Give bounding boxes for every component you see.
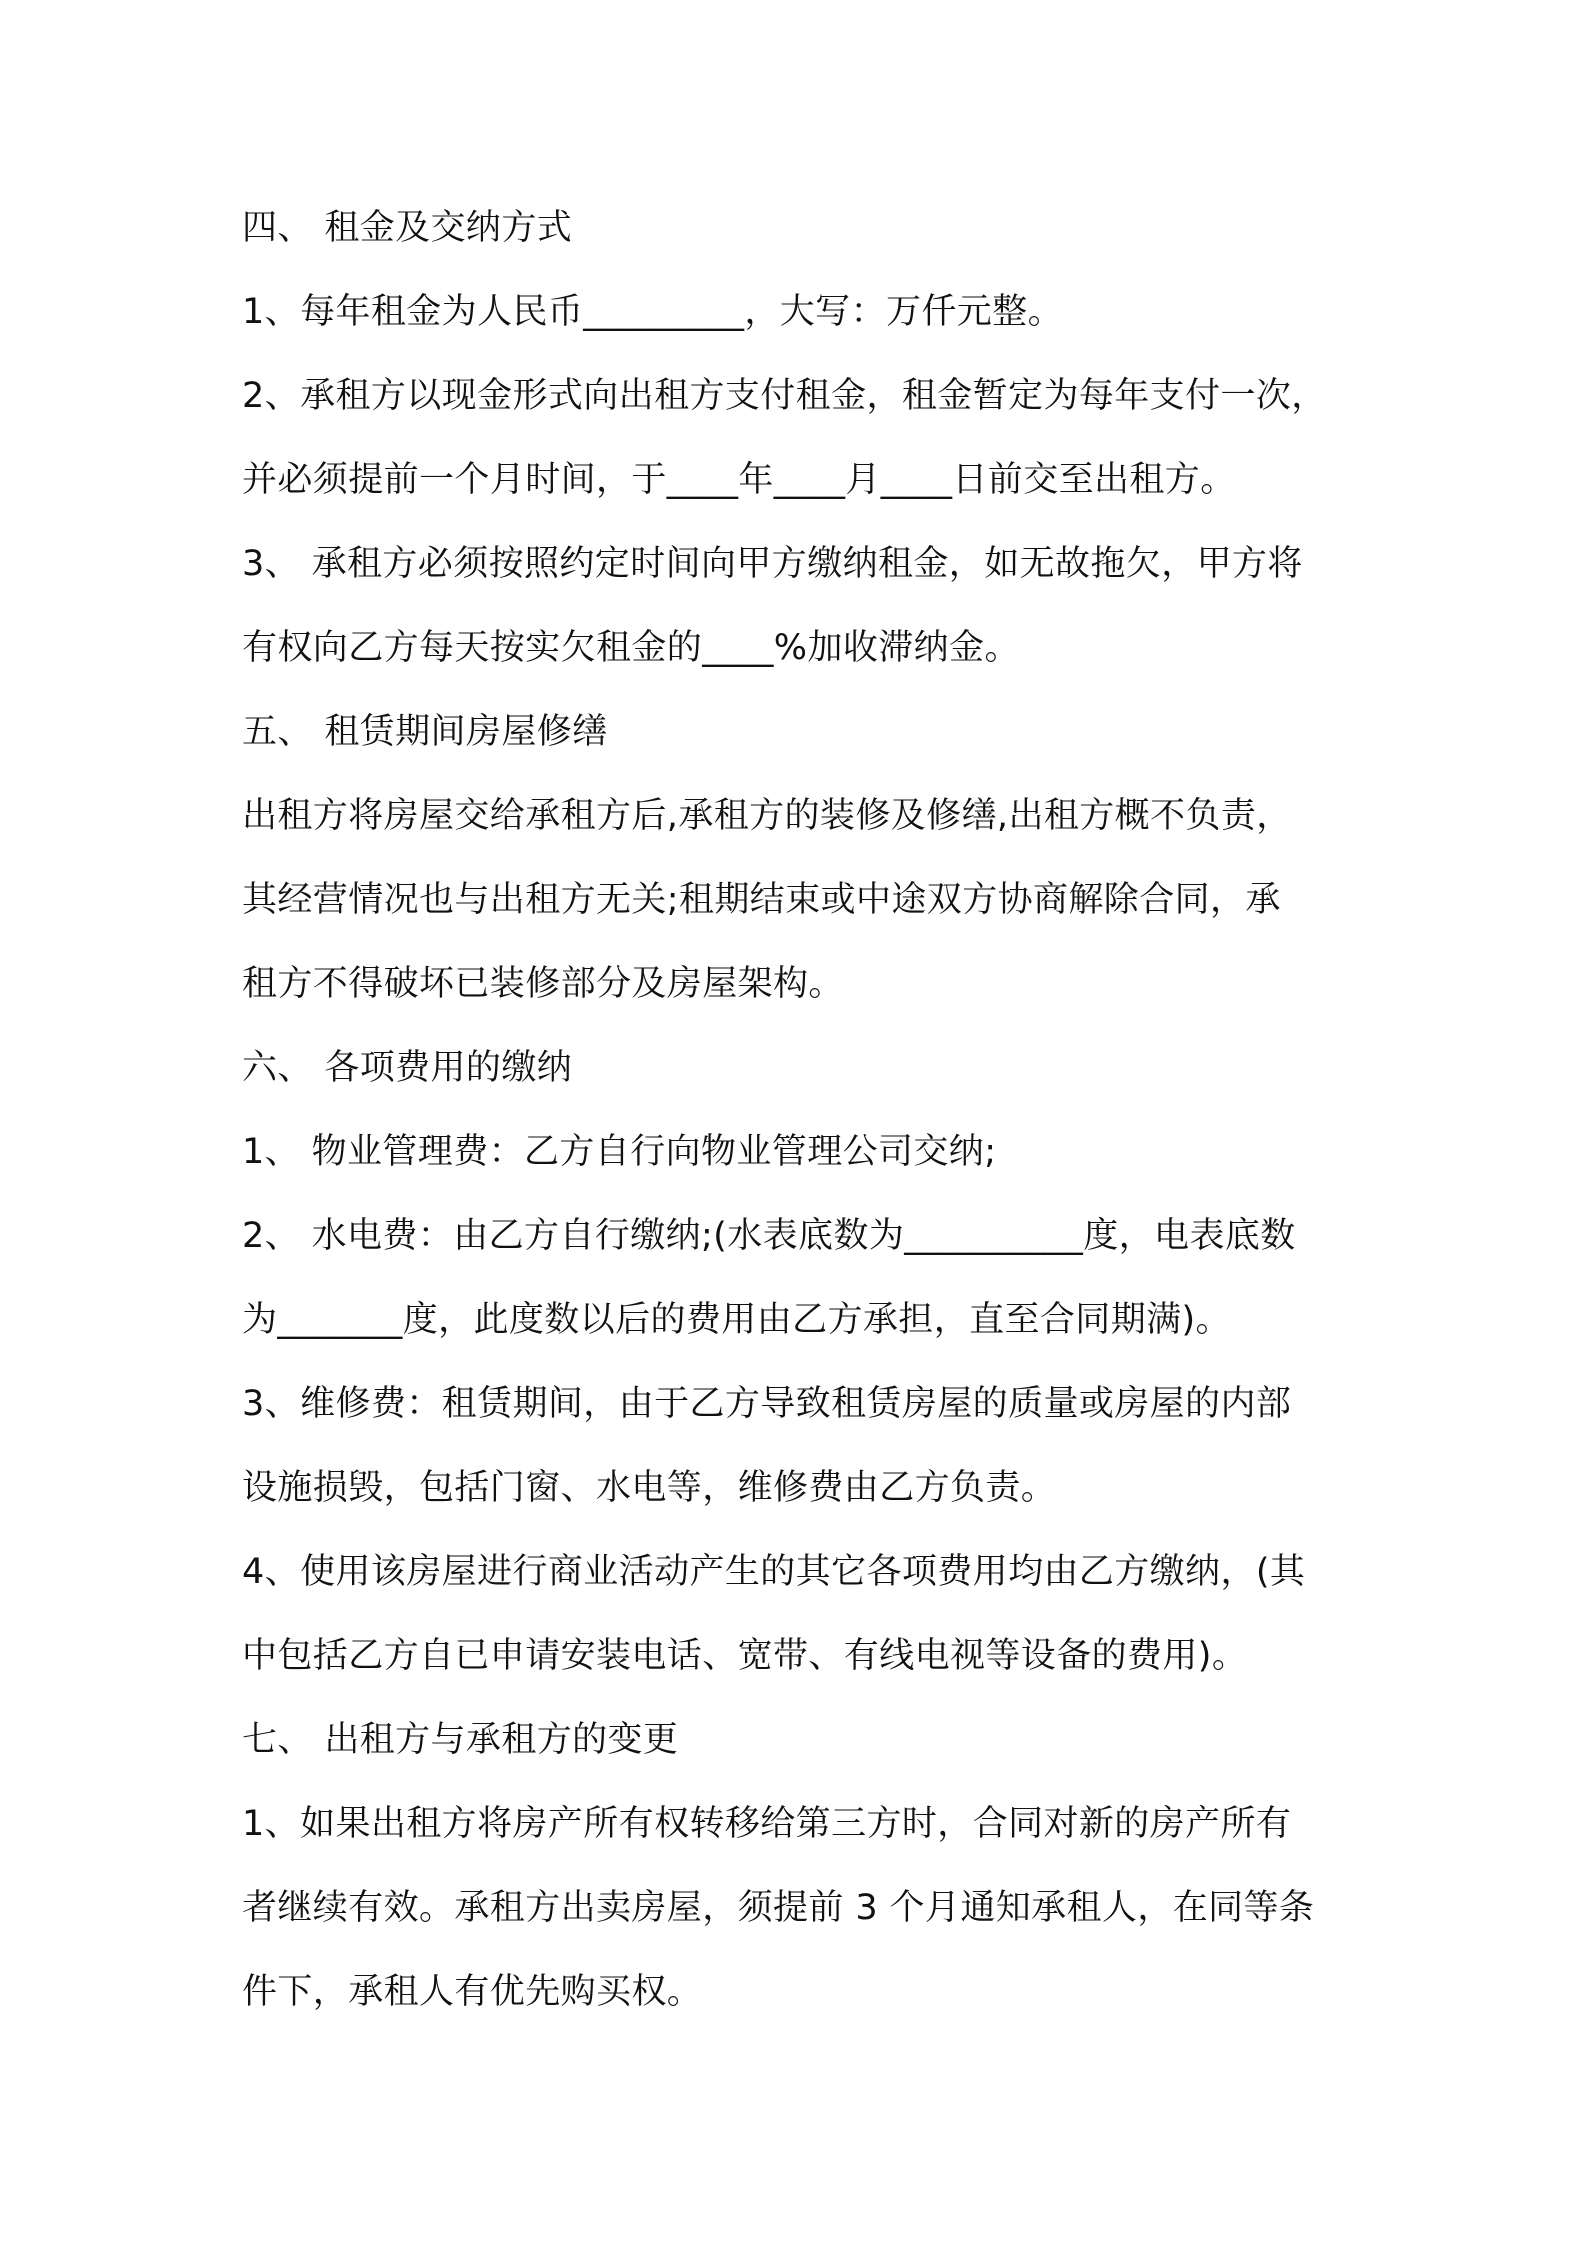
section-heading-changes: 七、 出租方与承租方的变更 bbox=[242, 1720, 679, 1760]
text-line: 1、 物业管理费：乙方自行向物业管理公司交纳; bbox=[242, 1132, 997, 1172]
text-line: 1、每年租金为人民币_________，大写：万仟元整。 bbox=[242, 292, 1063, 332]
section-heading-fees: 六、 各项费用的缴纳 bbox=[242, 1048, 573, 1088]
text-line: 2、承租方以现金形式向出租方支付租金，租金暂定为每年支付一次， bbox=[242, 376, 1327, 416]
text-line: 4、使用该房屋进行商业活动产生的其它各项费用均由乙方缴纳，(其 bbox=[242, 1552, 1306, 1592]
text-line: 并必须提前一个月时间，于____年____月____日前交至出租方。 bbox=[242, 460, 1236, 500]
text-line: 件下，承租人有优先购买权。 bbox=[242, 1972, 703, 2012]
text-line: 3、维修费：租赁期间，由于乙方导致租赁房屋的质量或房屋的内部 bbox=[242, 1384, 1292, 1424]
text-line: 其经营情况也与出租方无关;租期结束或中途双方协商解除合同，承 bbox=[242, 880, 1281, 920]
section-heading-rent-payment: 四、 租金及交纳方式 bbox=[242, 208, 573, 248]
text-line: 3、 承租方必须按照约定时间向甲方缴纳租金，如无故拖欠，甲方将 bbox=[242, 544, 1303, 584]
text-line: 2、 水电费：由乙方自行缴纳;(水表底数为__________度，电表底数 bbox=[242, 1216, 1296, 1256]
text-line: 有权向乙方每天按实欠租金的____%加收滞纳金。 bbox=[242, 628, 1020, 668]
text-line: 出租方将房屋交给承租方后,承租方的装修及修缮,出租方概不负责， bbox=[242, 796, 1292, 836]
text-line: 设施损毁，包括门窗、水电等，维修费由乙方负责。 bbox=[242, 1468, 1057, 1508]
text-line: 中包括乙方自已申请安装电话、宽带、有线电视等设备的费用)。 bbox=[242, 1636, 1248, 1676]
text-line: 1、如果出租方将房产所有权转移给第三方时，合同对新的房产所有 bbox=[242, 1804, 1292, 1844]
text-line: 租方不得破坏已装修部分及房屋架构。 bbox=[242, 964, 844, 1004]
text-line: 者继续有效。承租方出卖房屋，须提前 3 个月通知承租人，在同等条 bbox=[242, 1888, 1315, 1928]
text-line: 为_______度，此度数以后的费用由乙方承担，直至合同期满)。 bbox=[242, 1300, 1231, 1340]
section-heading-repairs: 五、 租赁期间房屋修缮 bbox=[242, 712, 608, 752]
